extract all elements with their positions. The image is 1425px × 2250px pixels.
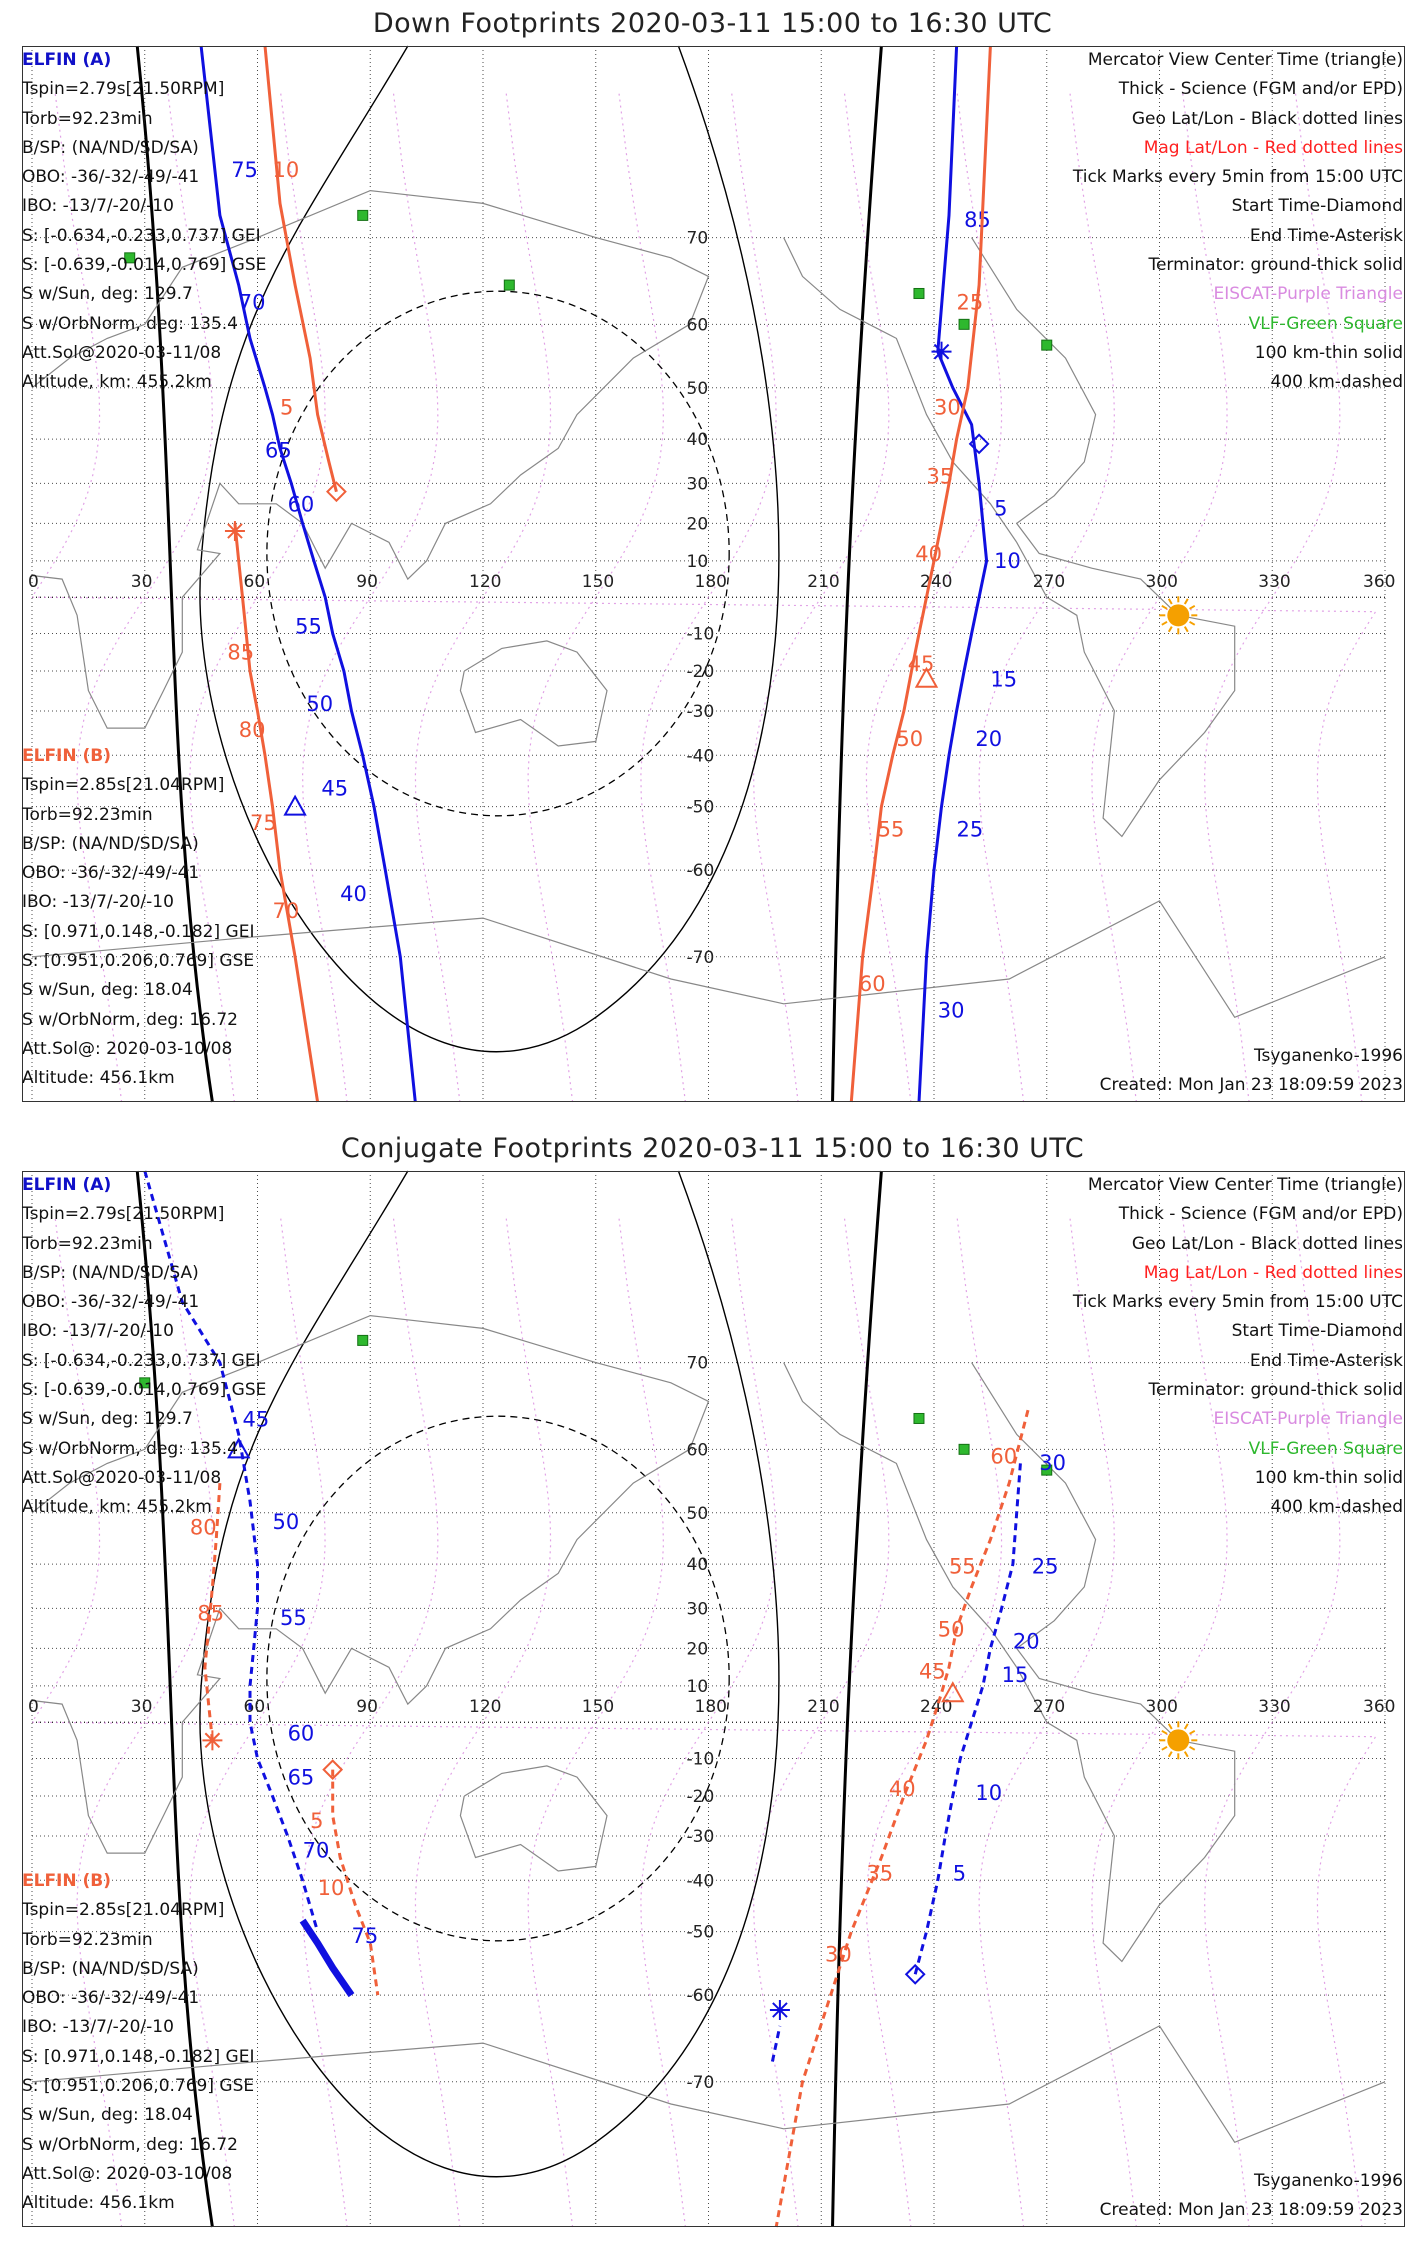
elfin-b-tspin: Tspin=2.85s[21.04RPM]	[22, 775, 225, 796]
x-tick-label: 210	[807, 1697, 840, 1718]
y-tick-label: 10	[686, 551, 709, 572]
legend-geo: Geo Lat/Lon - Black dotted lines	[1131, 1233, 1403, 1254]
track-tick-label: 55	[949, 1554, 976, 1579]
track-tick-label: 25	[1031, 1554, 1059, 1579]
model-label: Tsyganenko-1996	[1253, 2171, 1403, 2191]
track-tick-label: 60	[990, 1444, 1018, 1469]
legend-vlf: VLF-Green Square	[1248, 313, 1403, 334]
track-tick-label: 35	[926, 464, 954, 489]
legend-end: End Time-Asterisk	[1249, 1350, 1403, 1371]
elfin-a-ibo: IBO: -13/7/-20/-10	[22, 1321, 174, 1342]
y-tick-label: 40	[686, 1555, 709, 1576]
elfin-b-altitude: Altitude: 456.1km	[22, 2193, 175, 2214]
y-tick-label: 20	[686, 514, 709, 535]
y-tick-label: 70	[686, 228, 709, 249]
track-tick-label: 85	[227, 640, 255, 665]
track-tick-label: 60	[287, 1721, 315, 1746]
track-tick-label: 70	[272, 899, 300, 924]
track-tick-label: 25	[956, 817, 984, 842]
elfin-a-obo: OBO: -36/-32/-49/-41	[22, 1292, 200, 1313]
elfin-a-altitude: Altitude, km: 455.2km	[22, 1497, 212, 1518]
elfin-a-torb: Torb=92.23min	[22, 1233, 153, 1254]
elfin-b-altitude: Altitude: 456.1km	[22, 1068, 175, 1089]
track-tick-label: 10	[272, 158, 300, 183]
elfin-b-torb: Torb=92.23min	[22, 804, 153, 825]
track-tick-label: 50	[306, 692, 334, 717]
elfin-b-obo: OBO: -36/-32/-49/-41	[22, 863, 200, 884]
elfin-a-s-sun: S w/Sun, deg: 129.7	[22, 1409, 193, 1430]
x-tick-label: 210	[807, 572, 840, 593]
elfin-b-info	[22, 742, 254, 1094]
x-tick-label: 120	[469, 572, 502, 593]
x-tick-label: 270	[1032, 572, 1066, 593]
y-tick-label: 20	[686, 1639, 709, 1660]
elfin-a-tspin: Tspin=2.79s[21.50RPM]	[22, 79, 225, 100]
y-tick-label: 30	[686, 474, 709, 495]
legend	[1073, 46, 1403, 398]
track-tick-label: 70	[238, 290, 266, 315]
track-tick-label: 50	[937, 1617, 965, 1642]
track-tick-label: 55	[280, 1605, 307, 1630]
track-tick-label: 40	[888, 1777, 916, 1802]
track-tick-label: 50	[272, 1510, 300, 1535]
chart-title: Down Footprints 2020-03-11 15:00 to 16:30 UTC	[372, 8, 1053, 39]
elfin-a-altitude: Altitude, km: 455.2km	[22, 372, 212, 393]
x-tick-label: 330	[1258, 1697, 1291, 1718]
elfin-b-s-gse: S: [0.951,0.206,0.769] GSE	[22, 2076, 255, 2097]
track-tick-label: 80	[189, 1515, 217, 1540]
elfin-b-s-sun: S w/Sun, deg: 18.04	[22, 980, 193, 1001]
track-tick-label: 20	[975, 726, 1003, 751]
elfin-a-s-gse: S: [-0.639,-0.014,0.769] GSE	[22, 255, 267, 276]
track-tick-label: 30	[825, 1942, 852, 1967]
track-tick-label: 60	[858, 972, 886, 997]
x-tick-label: 0	[28, 1697, 39, 1718]
track-tick-label: 55	[877, 817, 905, 842]
x-tick-label: 90	[356, 572, 378, 593]
elfin-b-info	[22, 1867, 254, 2219]
track-tick-label: 5	[310, 1808, 324, 1833]
y-tick-label: 60	[686, 315, 709, 336]
x-tick-label: 300	[1145, 1697, 1178, 1718]
elfin-b-bsp: B/SP: (NA/ND/SD/SA)	[22, 1958, 199, 1979]
track-tick-label: 45	[242, 1407, 270, 1432]
legend-geo: Geo Lat/Lon - Black dotted lines	[1131, 108, 1403, 129]
y-tick-label: 40	[686, 430, 709, 451]
track-tick-label: 35	[866, 1861, 894, 1886]
elfin-a-torb: Torb=92.23min	[22, 108, 153, 129]
y-tick-label: 50	[686, 1503, 709, 1524]
legend-eiscat: EISCAT-Purple Triangle	[1213, 284, 1403, 305]
track-tick-label: 45	[321, 776, 349, 801]
track-tick-label: 65	[287, 1765, 315, 1790]
track-tick-label: 5	[994, 496, 1008, 521]
legend-terminator: Terminator: ground-thick solid	[1148, 255, 1403, 276]
track-tick-label: 65	[265, 438, 292, 463]
y-tick-label: 30	[686, 1599, 709, 1620]
track-tick-label: 55	[295, 614, 322, 639]
track-tick-label: 10	[994, 549, 1021, 574]
x-tick-label: 360	[1363, 1697, 1396, 1718]
track-tick-label: 60	[287, 492, 315, 517]
elfin-a-s-gei: S: [-0.634,-0.233,0.737] GEI	[22, 1350, 261, 1371]
elfin-a-attsol: Att.Sol@2020-03-11/08	[22, 342, 222, 363]
elfin-b-header: ELFIN (B)	[22, 746, 112, 766]
y-tick-label: -50	[686, 797, 715, 818]
y-tick-label: -10	[686, 624, 715, 645]
elfin-a-s-orb: S w/OrbNorm, deg: 135.4	[22, 1438, 239, 1459]
legend-start: Start Time-Diamond	[1231, 196, 1403, 217]
legend-ticks: Tick Marks every 5min from 15:00 UTC	[1072, 1292, 1403, 1313]
y-tick-label: -70	[686, 947, 715, 968]
elfin-b-s-orb: S w/OrbNorm, deg: 16.72	[22, 1009, 239, 1030]
elfin-b-s-orb: S w/OrbNorm, deg: 16.72	[22, 2134, 239, 2155]
x-tick-label: 30	[130, 1697, 153, 1718]
elfin-a-header: ELFIN (A)	[22, 1175, 112, 1195]
track-tick-label: 70	[302, 1838, 330, 1863]
legend	[1073, 1171, 1403, 1523]
model-label: Tsyganenko-1996	[1253, 1046, 1403, 1066]
y-tick-label: -40	[686, 1871, 715, 1892]
track-tick-label: 10	[975, 1780, 1003, 1805]
elfin-b-s-gei: S: [0.971,0.148,-0.182] GEI	[22, 921, 255, 942]
y-tick-label: -60	[686, 861, 715, 882]
track-tick-label: 50	[896, 726, 924, 751]
elfin-b-ibo: IBO: -13/7/-20/-10	[22, 892, 174, 913]
conjugate-footprints-panel	[0, 1125, 1425, 2250]
legend-400km: 400 km-dashed	[1270, 372, 1403, 393]
elfin-b-s-gei: S: [0.971,0.148,-0.182] GEI	[22, 2046, 255, 2067]
x-tick-label: 240	[920, 1697, 953, 1718]
x-tick-label: 360	[1363, 572, 1396, 593]
x-tick-label: 150	[581, 1697, 615, 1718]
elfin-b-s-sun: S w/Sun, deg: 18.04	[22, 2105, 193, 2126]
y-tick-label: -60	[686, 1986, 715, 2007]
legend-mag: Mag Lat/Lon - Red dotted lines	[1143, 137, 1403, 158]
track-tick-label: 80	[238, 717, 266, 742]
x-tick-label: 240	[920, 572, 953, 593]
legend-mag: Mag Lat/Lon - Red dotted lines	[1143, 1262, 1403, 1283]
legend-vlf: VLF-Green Square	[1248, 1438, 1403, 1459]
elfin-b-torb: Torb=92.23min	[22, 1929, 153, 1950]
legend-thick: Thick - Science (FGM and/or EPD)	[1118, 1204, 1403, 1225]
track-tick-label: 30	[934, 395, 961, 420]
x-tick-label: 180	[694, 572, 727, 593]
elfin-b-attsol: Att.Sol@: 2020-03-10/08	[22, 2163, 233, 2184]
track-tick-label: 85	[197, 1601, 225, 1626]
track-tick-label: 45	[907, 652, 935, 677]
elfin-a-info	[22, 1171, 266, 1523]
elfin-a-info	[22, 46, 266, 398]
elfin-b-tspin: Tspin=2.85s[21.04RPM]	[22, 1900, 225, 1921]
track-tick-label: 75	[351, 1924, 379, 1949]
track-tick-label: 75	[231, 158, 258, 183]
track-tick-label: 45	[918, 1659, 946, 1684]
track-tick-label: 20	[1012, 1629, 1040, 1654]
y-tick-label: -20	[686, 662, 715, 683]
footer	[1100, 1042, 1403, 1101]
elfin-b-obo: OBO: -36/-32/-49/-41	[22, 1988, 200, 2009]
x-tick-label: 300	[1145, 572, 1178, 593]
track-tick-label: 85	[964, 207, 991, 232]
track-tick-label: 15	[990, 667, 1018, 692]
x-tick-label: 60	[243, 1697, 266, 1718]
elfin-a-s-gei: S: [-0.634,-0.233,0.737] GEI	[22, 225, 261, 246]
created-label: Created: Mon Jan 23 18:09:59 2023	[1099, 2200, 1403, 2221]
y-tick-label: 50	[686, 378, 709, 399]
y-tick-label: -20	[686, 1787, 715, 1808]
y-tick-label: -50	[686, 1922, 715, 1943]
elfin-a-s-gse: S: [-0.639,-0.014,0.769] GSE	[22, 1380, 267, 1401]
legend-100km: 100 km-thin solid	[1254, 1467, 1403, 1488]
legend-400km: 400 km-dashed	[1270, 1497, 1403, 1518]
track-tick-label: 10	[317, 1875, 345, 1900]
x-tick-label: 30	[130, 572, 153, 593]
track-tick-label: 5	[280, 395, 294, 420]
legend-start: Start Time-Diamond	[1231, 1321, 1403, 1342]
track-tick-label: 25	[956, 290, 984, 315]
elfin-b-header: ELFIN (B)	[22, 1871, 112, 1891]
y-tick-label: 60	[686, 1440, 709, 1461]
elfin-a-attsol: Att.Sol@2020-03-11/08	[22, 1467, 222, 1488]
track-tick-label: 40	[340, 881, 367, 906]
x-tick-label: 120	[469, 1697, 502, 1718]
y-tick-label: -30	[686, 702, 715, 723]
legend-end: End Time-Asterisk	[1249, 225, 1403, 246]
legend-ticks: Tick Marks every 5min from 15:00 UTC	[1072, 167, 1403, 188]
elfin-a-s-orb: S w/OrbNorm, deg: 135.4	[22, 313, 239, 334]
legend-center-time: Mercator View Center Time (triangle)	[1087, 1175, 1403, 1195]
elfin-a-ibo: IBO: -13/7/-20/-10	[22, 196, 174, 217]
track-tick-label: 15	[1001, 1663, 1029, 1688]
elfin-b-ibo: IBO: -13/7/-20/-10	[22, 2017, 174, 2038]
legend-thick: Thick - Science (FGM and/or EPD)	[1118, 79, 1403, 100]
legend-eiscat: EISCAT-Purple Triangle	[1213, 1409, 1403, 1430]
elfin-b-s-gse: S: [0.951,0.206,0.769] GSE	[22, 951, 255, 972]
track-tick-label: 30	[1039, 1451, 1066, 1476]
y-tick-label: 70	[686, 1353, 709, 1374]
legend-terminator: Terminator: ground-thick solid	[1148, 1380, 1403, 1401]
created-label: Created: Mon Jan 23 18:09:59 2023	[1099, 1075, 1403, 1096]
x-tick-label: 330	[1258, 572, 1291, 593]
elfin-b-bsp: B/SP: (NA/ND/SD/SA)	[22, 833, 199, 854]
x-tick-label: 150	[581, 572, 615, 593]
x-tick-label: 90	[356, 1697, 378, 1718]
y-tick-label: 10	[686, 1676, 709, 1697]
elfin-b-attsol: Att.Sol@: 2020-03-10/08	[22, 1038, 233, 1059]
x-tick-label: 0	[28, 572, 39, 593]
elfin-a-s-sun: S w/Sun, deg: 129.7	[22, 284, 193, 305]
x-tick-label: 270	[1032, 1697, 1066, 1718]
track-tick-label: 40	[915, 541, 942, 566]
track-tick-label: 75	[249, 811, 277, 836]
elfin-a-tspin: Tspin=2.79s[21.50RPM]	[22, 1204, 225, 1225]
x-tick-label: 60	[243, 572, 266, 593]
y-tick-label: -70	[686, 2072, 715, 2093]
legend-center-time: Mercator View Center Time (triangle)	[1087, 50, 1403, 70]
y-tick-label: -40	[686, 746, 715, 767]
elfin-a-header: ELFIN (A)	[22, 50, 112, 70]
y-tick-label: -10	[686, 1749, 715, 1770]
footer	[1100, 2167, 1403, 2226]
legend-100km: 100 km-thin solid	[1254, 342, 1403, 363]
elfin-a-bsp: B/SP: (NA/ND/SD/SA)	[22, 137, 199, 158]
elfin-a-obo: OBO: -36/-32/-49/-41	[22, 167, 200, 188]
track-tick-label: 5	[952, 1861, 967, 1886]
y-tick-label: -30	[686, 1827, 715, 1848]
x-tick-label: 180	[694, 1697, 727, 1718]
track-tick-label: 30	[937, 998, 965, 1023]
elfin-a-bsp: B/SP: (NA/ND/SD/SA)	[22, 1262, 199, 1283]
chart-title: Conjugate Footprints 2020-03-11 15:00 to 16:30 UTC	[340, 1133, 1085, 1164]
